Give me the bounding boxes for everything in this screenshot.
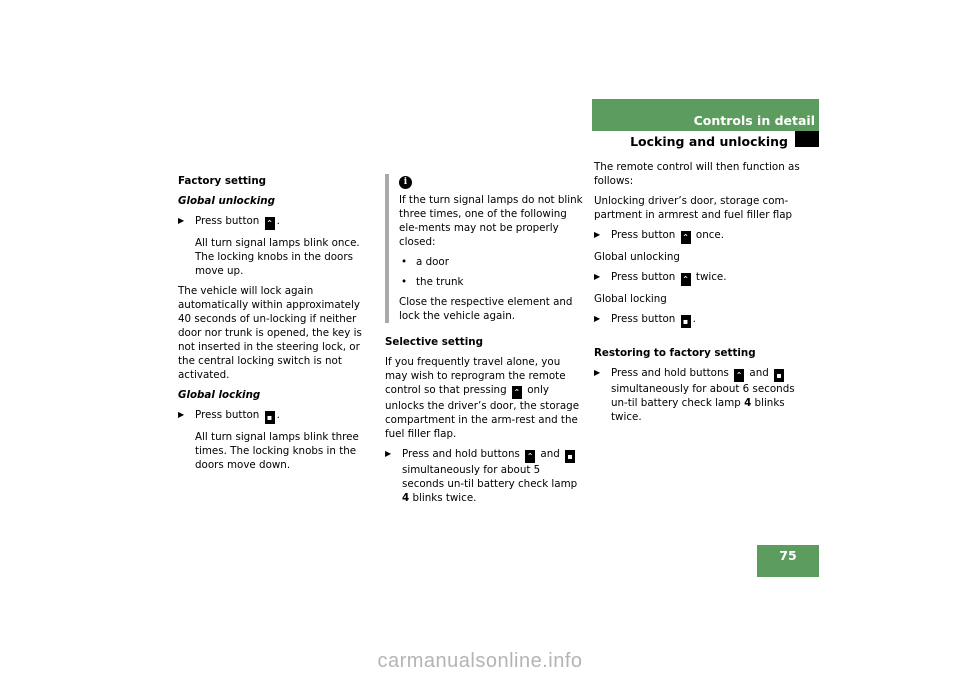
step-arrow-icon: ▶: [178, 216, 185, 225]
factory-setting-heading: Factory setting: [178, 175, 267, 187]
step-text: Press button: [611, 313, 676, 325]
note-outro: Close the respective element and lock the vehicle again.: [399, 296, 573, 322]
step-press-lock: ▶ Press button ▪ .: [178, 409, 280, 422]
column-3: [594, 160, 804, 334]
note-item-text: the trunk: [416, 276, 464, 288]
step-arrow-icon: ▶: [594, 272, 601, 281]
unlock-key-icon: ⌃: [513, 388, 521, 397]
step-text: Press button: [195, 409, 260, 421]
restoring-heading: Restoring to factory setting: [594, 347, 756, 359]
step-arrow-icon: ▶: [594, 230, 601, 239]
selective-setting-heading: Selective setting: [385, 336, 483, 348]
step-text: twice.: [695, 271, 727, 283]
step-text: Press button: [611, 229, 676, 241]
restore-section: [594, 346, 804, 430]
step-text-and: and: [540, 448, 560, 460]
note-intro: If the turn signal lamps do not blink three times, one of the following ele-ments may not be properly closed:: [399, 194, 583, 248]
info-icon: i: [399, 176, 412, 189]
step-press-unlock: ▶ Press button ⌃ .: [178, 215, 280, 228]
step-text: blinks twice.: [412, 492, 477, 504]
unlock-key-icon: ⌃: [735, 371, 743, 380]
battery-lamp-number: 4: [402, 492, 410, 504]
section-title: Controls in detail: [693, 113, 815, 128]
step-press-lock: ▶ Press button ▪ .: [594, 313, 696, 326]
battery-lamp-number: 4: [744, 397, 752, 409]
subsection-title: Locking and unlocking: [630, 134, 788, 149]
step-text: Press and hold buttons: [611, 367, 729, 379]
global-locking-label: Global locking: [594, 293, 667, 305]
selective-text-2: only unlocks the driver’s door, the storage compartment in the arm-rest and the fuel filler flap.: [385, 384, 580, 440]
step-press-twice: [594, 270, 804, 286]
lock-key-icon: ▪: [681, 315, 691, 328]
unlock-key-icon: ⌃: [682, 233, 689, 242]
column-2: [385, 174, 585, 511]
step-arrow-icon: ▶: [178, 410, 185, 419]
unlock-result: All turn signal lamps blink once. The locking knobs in the doors move up.: [195, 237, 360, 277]
step-arrow-icon: ▶: [385, 449, 392, 458]
remote-intro: The remote control will then function as follows:: [594, 161, 800, 187]
step-text: once.: [695, 229, 725, 241]
step-text: Press and hold buttons: [402, 448, 520, 460]
selective-paragraph: [385, 355, 585, 441]
lock-key-icon: ▪: [265, 411, 275, 424]
header-box: [592, 99, 819, 131]
step-arrow-icon: ▶: [594, 368, 601, 377]
lock-key-icon: ▪: [565, 450, 575, 463]
unlock-key-icon: ⌃: [526, 452, 534, 461]
info-note: [385, 174, 585, 323]
global-locking-heading: Global locking: [178, 389, 261, 401]
page-number: 75: [757, 545, 819, 577]
lock-key-icon: ▪: [774, 369, 784, 382]
note-item-door: • a door: [401, 256, 449, 268]
relock-paragraph: The vehicle will lock again automatically within approximately 40 seconds of un-locking if neither door nor trunk is opened, the key is not inserted in the steering lock, or the central locking switch is not activated.: [178, 285, 362, 381]
step-text: Press button: [611, 271, 676, 283]
step-text: blinks twice.: [611, 397, 785, 423]
step-text-and: and: [749, 367, 769, 379]
step-press-once: [594, 228, 804, 244]
unlock-key-icon: ⌃: [682, 275, 689, 284]
column-1: [178, 174, 374, 478]
step-restore: [594, 366, 804, 424]
watermark: carmanualsonline.info: [377, 650, 583, 672]
step-arrow-icon: ▶: [594, 314, 601, 323]
global-unlocking-label: Global unlocking: [594, 251, 680, 263]
unlock-driver-heading: Unlocking driver’s door, storage com-partment in armrest and fuel filler flap: [594, 195, 793, 221]
header-black-tab: [795, 131, 819, 147]
step-hold-buttons: [385, 447, 585, 505]
lock-result: All turn signal lamps blink three times. The locking knobs in the doors move down.: [195, 431, 359, 471]
step-text: simultaneously for about 5 seconds un-til battery check lamp: [402, 464, 578, 490]
note-item-text: a door: [416, 256, 449, 268]
unlock-key-icon: ⌃: [266, 219, 273, 228]
selective-text-1: If you frequently travel alone, you may wish to reprogram the remote control so that pressing: [385, 356, 566, 396]
step-text: Press button: [195, 215, 260, 227]
note-item-trunk: • the trunk: [401, 276, 464, 288]
global-unlocking-heading: Global unlocking: [178, 195, 275, 207]
step-text: simultaneously for about 6 seconds un-til battery check lamp: [611, 383, 795, 409]
